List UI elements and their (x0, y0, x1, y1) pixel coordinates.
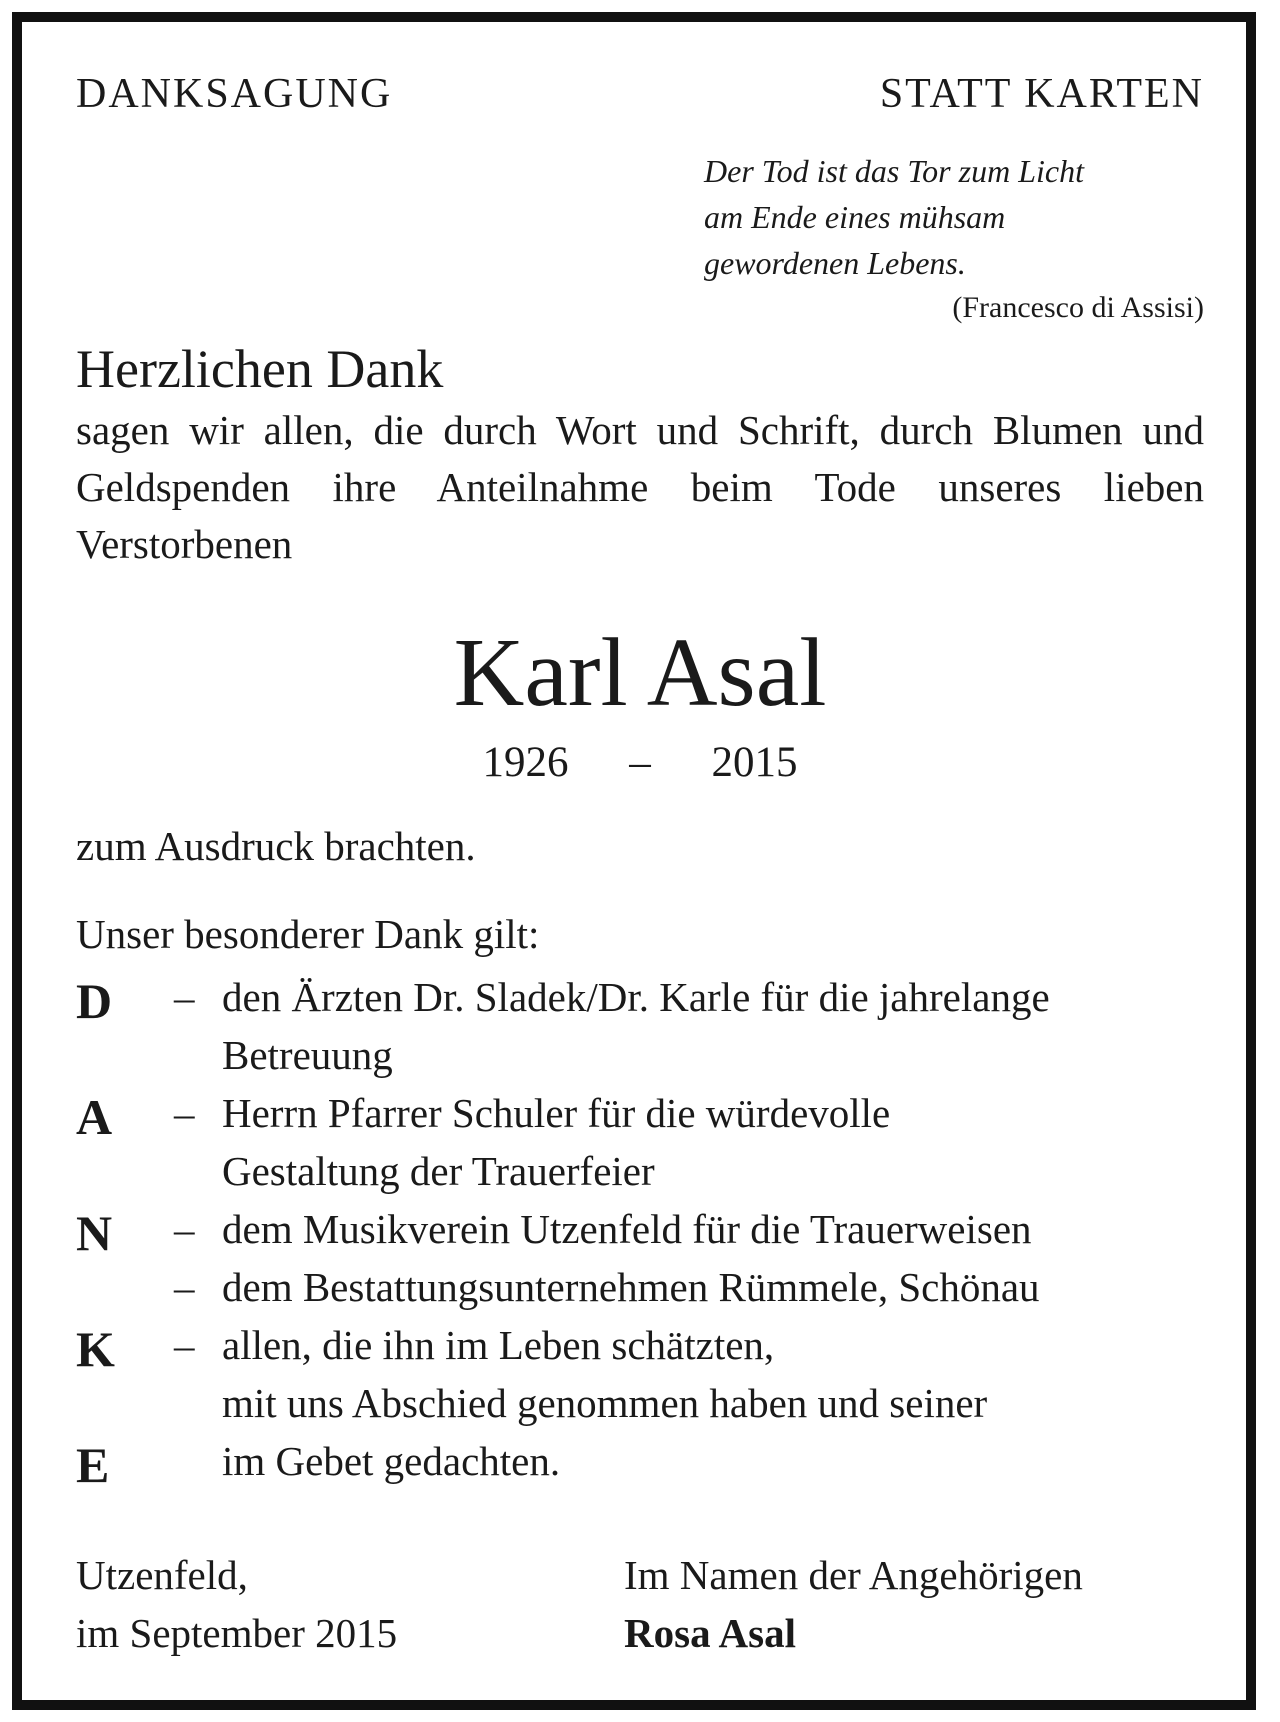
row-text: Gestaltung der Trauerfeier (222, 1148, 655, 1194)
row-dash: – (174, 1264, 195, 1310)
quote-author: (Francesco di Assisi) (952, 291, 1204, 324)
thanks-body: sagen wir allen, die durch Wort und Schrift, durch Blumen und Geldspenden ihre Anteilnahme beim Tode unseres lieben Verstorbenen (76, 407, 1204, 567)
row-text: allen, die ihn im Leben schätzten, (222, 1322, 775, 1368)
danke-row (76, 1200, 1226, 1261)
quote-block (704, 148, 1204, 328)
row-dash: – (174, 974, 195, 1020)
life-years (0, 738, 1280, 787)
row-text: den Ärzten Dr. Sladek/Dr. Karle für die jahrelange (222, 974, 1050, 1020)
danke-row (76, 1432, 1226, 1493)
deceased-name: Karl Asal (453, 619, 827, 727)
row-text: mit uns Abschied genommen haben und seiner (222, 1380, 988, 1426)
quote-line: Der Tod ist das Tor zum Licht (704, 153, 1084, 189)
row-dash: – (174, 1090, 195, 1136)
danke-row (76, 1142, 1226, 1200)
acrostic-letter: K (76, 1321, 115, 1377)
death-year: 2015 (711, 739, 798, 786)
row-text: Herrn Pfarrer Schuler für die würdevolle (222, 1090, 891, 1136)
expressed-line: zum Ausdruck brachten. (76, 823, 476, 869)
acrostic-letter: E (76, 1437, 110, 1493)
place-date (76, 1546, 397, 1662)
row-dash: – (174, 1206, 195, 1252)
danke-row (76, 1026, 1226, 1084)
danke-row (76, 1084, 1226, 1145)
header-danksagung: DANKSAGUNG (76, 71, 393, 117)
quote-line: gewordenen Lebens. (704, 245, 966, 281)
danke-row (76, 1316, 1226, 1377)
signer-name: Rosa Asal (624, 1610, 797, 1656)
row-text: dem Musikverein Utzenfeld für die Trauerweisen (222, 1206, 1032, 1252)
header-statt-karten: STATT KARTEN (879, 71, 1204, 117)
years-dash: – (629, 739, 651, 786)
signature-block (624, 1546, 1083, 1662)
acrostic-letter: A (76, 1089, 113, 1145)
date: im September 2015 (76, 1610, 398, 1656)
danke-list (76, 968, 1226, 1493)
danke-row (76, 1374, 1226, 1432)
birth-year: 1926 (482, 739, 569, 786)
place: Utzenfeld, (76, 1552, 248, 1598)
row-text: Betreuung (222, 1032, 393, 1078)
quote-line: am Ende eines mühsam (704, 199, 1006, 235)
row-text: im Gebet gedachten. (222, 1438, 561, 1484)
danke-row (76, 1258, 1226, 1316)
on-behalf-line: Im Namen der Angehörigen (624, 1552, 1083, 1598)
thanks-title: Herzlichen Dank (76, 339, 444, 399)
acrostic-letter: N (76, 1205, 113, 1261)
row-text: dem Bestattungsunternehmen Rümmele, Schönau (222, 1264, 1040, 1310)
row-dash: – (174, 1322, 195, 1368)
acrostic-letter: D (76, 973, 113, 1029)
special-thanks-heading: Unser besonderer Dank gilt: (76, 911, 540, 957)
danke-row (76, 968, 1226, 1029)
